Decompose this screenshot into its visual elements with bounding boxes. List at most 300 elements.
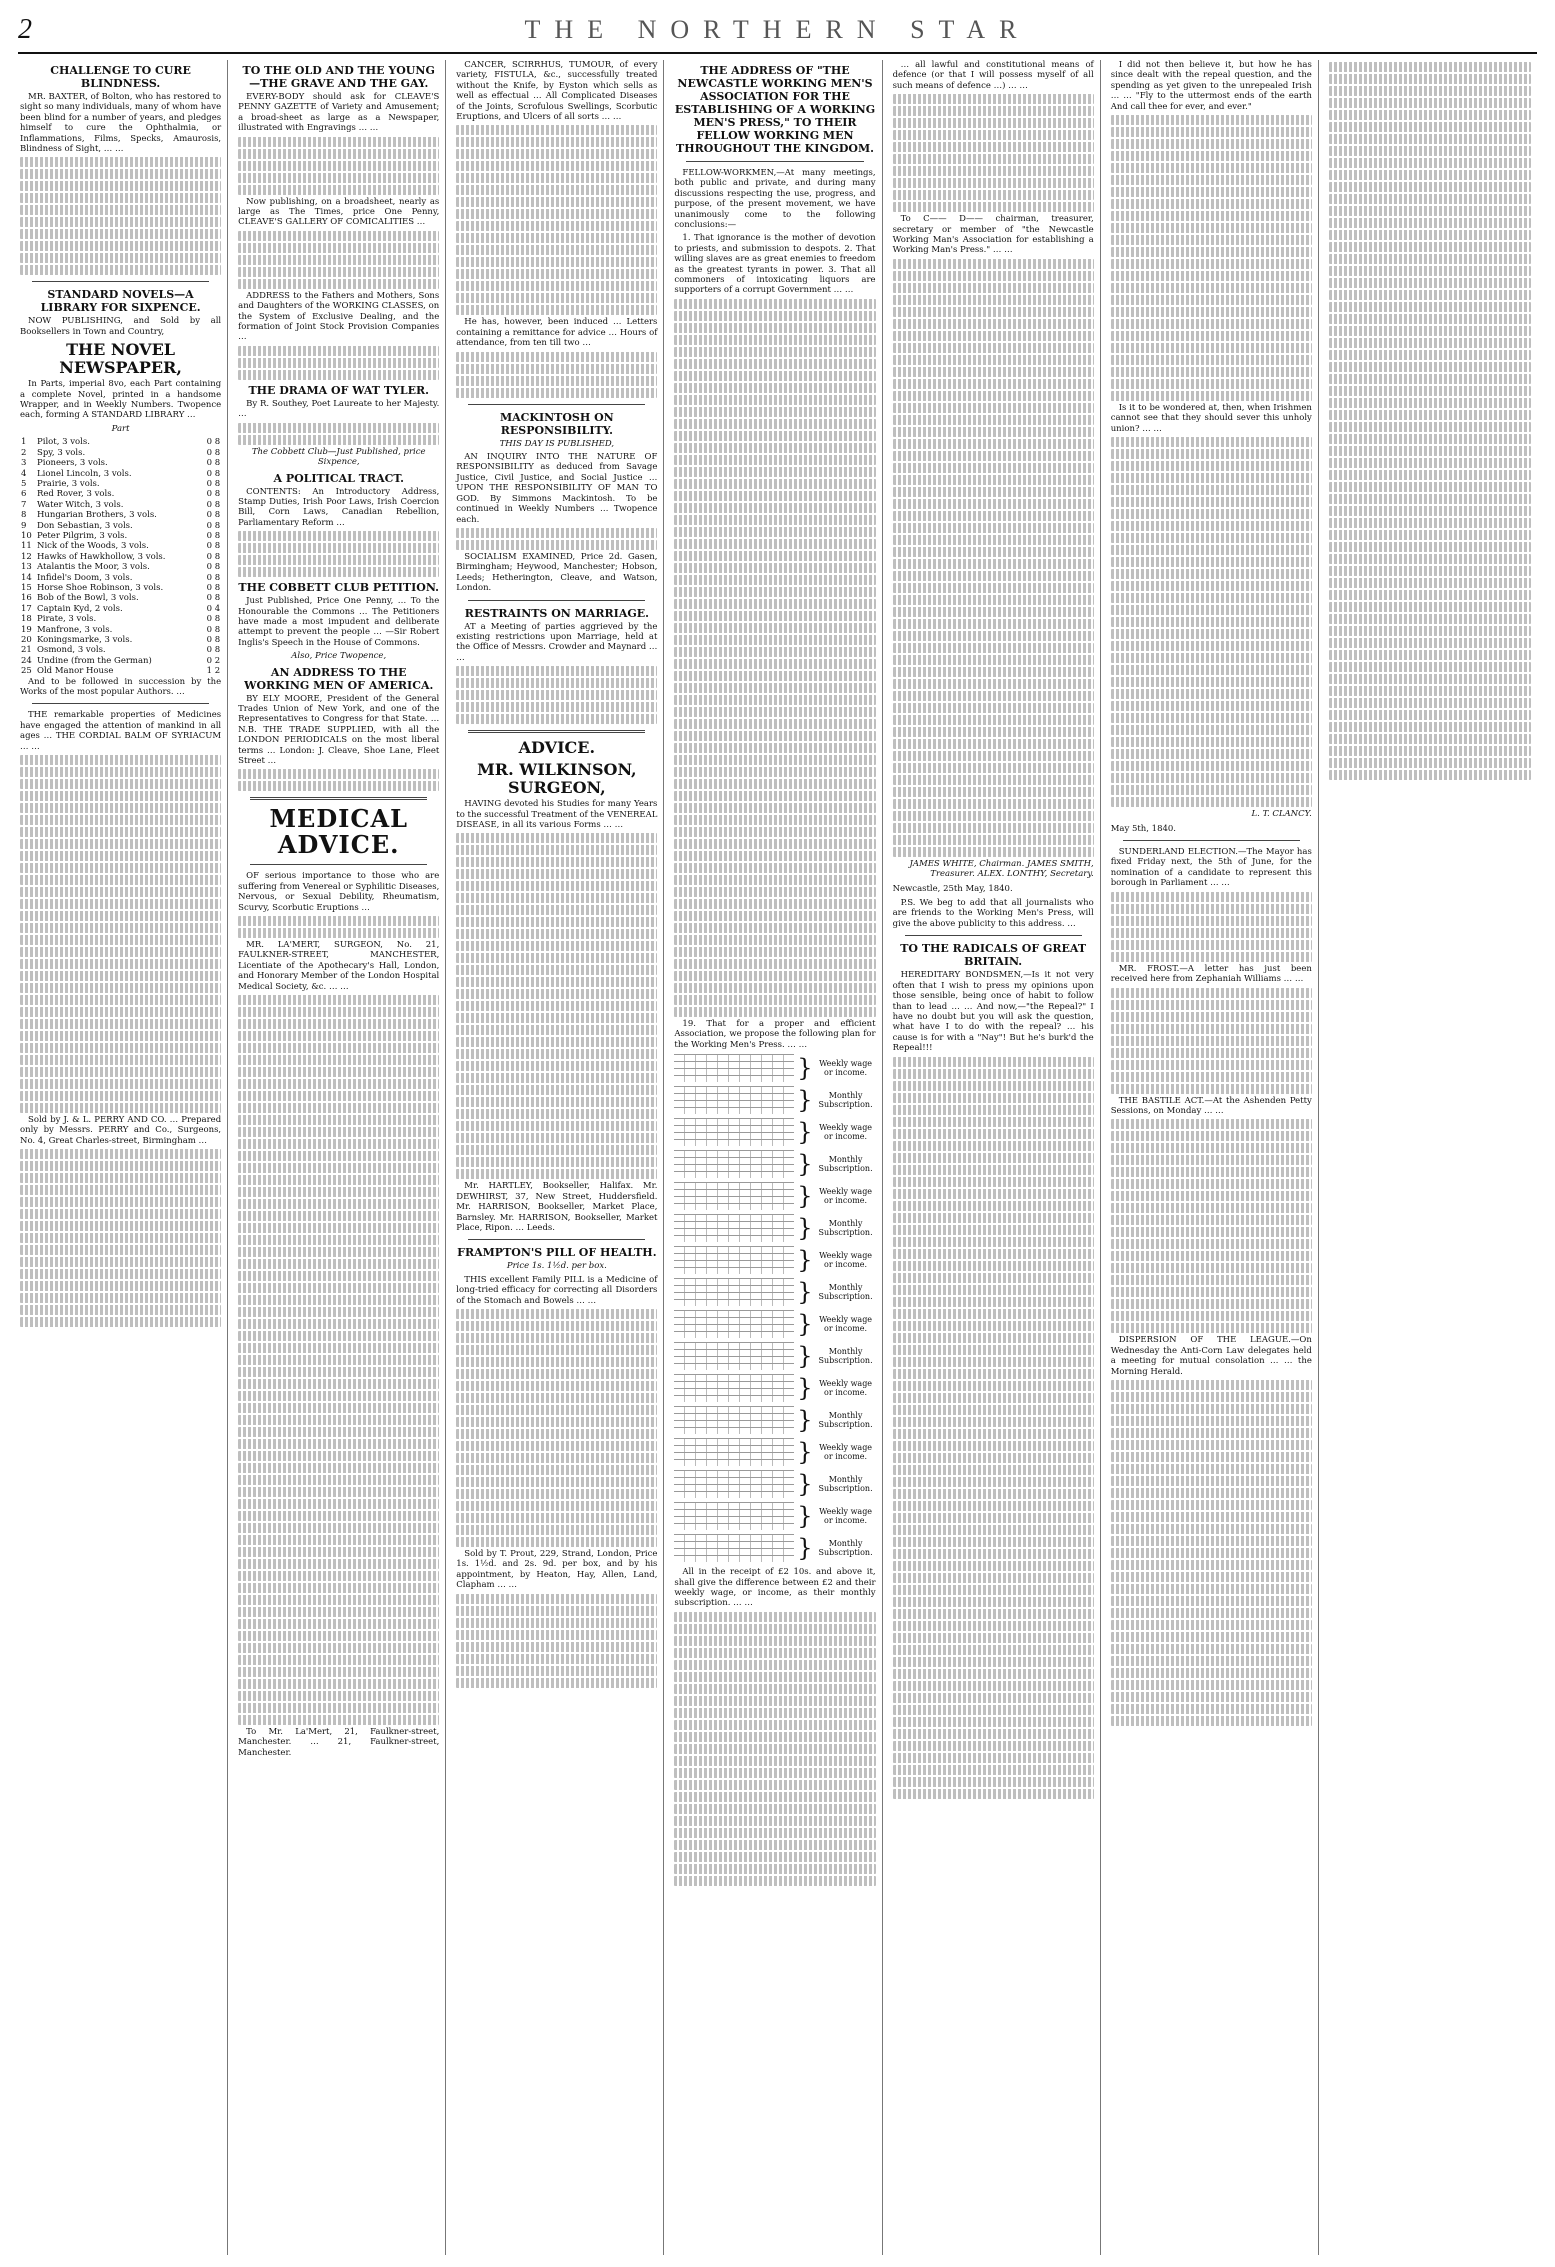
novel-title: Don Sebastian, 3 vols.	[37, 520, 133, 531]
illegible-text	[1111, 521, 1312, 531]
article-cancer: CANCER, SCIRRHUS, TUMOUR, of every variety, FISTULA, &c., successfully treated without the Knife, by Eyston which sells as well as effectual … All Complicated Diseases of the Joints, Scrofulous Swellings, Scorbutic Eruptions, and Ulcers of all sorts … …	[456, 60, 658, 123]
illegible-text	[1111, 557, 1312, 567]
illegible-text	[1111, 641, 1312, 651]
ledger-row	[674, 1245, 875, 1275]
illegible-text	[1111, 1060, 1312, 1070]
illegible-text	[1329, 62, 1531, 72]
illegible-text	[456, 1417, 657, 1427]
illegible-text	[674, 911, 875, 921]
illegible-text	[238, 1679, 439, 1689]
brace: }	[797, 1437, 813, 1466]
illegible-text	[1329, 194, 1531, 204]
illegible-text	[893, 1273, 1094, 1283]
divider	[468, 600, 645, 601]
illegible-text	[238, 916, 439, 926]
subscription-ledger	[674, 1053, 875, 1563]
illegible-text	[674, 587, 875, 597]
illegible-text	[674, 383, 875, 393]
illegible-text	[1111, 1012, 1312, 1022]
illegible-text	[238, 1631, 439, 1641]
illegible-text	[893, 1309, 1094, 1319]
ledger-entries	[674, 1438, 794, 1466]
divider	[250, 864, 427, 865]
illegible-text	[1111, 737, 1312, 747]
illegible-text	[456, 257, 657, 267]
illegible-text	[456, 388, 657, 398]
illegible-text	[674, 683, 875, 693]
novel-row	[20, 604, 221, 614]
illegible-text	[1329, 290, 1531, 300]
illegible-text	[456, 1381, 657, 1391]
illegible-text	[893, 319, 1094, 329]
illegible-text	[1329, 530, 1531, 540]
illegible-text	[456, 690, 657, 700]
illegible-text	[238, 358, 439, 368]
illegible-text	[1111, 928, 1312, 938]
illegible-text	[238, 543, 439, 553]
brace: }	[797, 1533, 813, 1562]
novel-row	[20, 666, 221, 676]
illegible-text	[1329, 254, 1531, 264]
illegible-text	[456, 666, 657, 676]
headline-wat-tyler: THE DRAMA OF WAT TYLER.	[248, 383, 429, 397]
divider	[1123, 840, 1300, 841]
illegible-text	[1329, 422, 1531, 432]
illegible-text	[1329, 746, 1531, 756]
illegible-text	[674, 443, 875, 453]
illegible-text	[893, 499, 1094, 509]
illegible-text	[893, 1369, 1094, 1379]
illegible-text	[1111, 1584, 1312, 1594]
illegible-text	[456, 893, 657, 903]
illegible-text	[456, 209, 657, 219]
illegible-text	[238, 1607, 439, 1617]
illegible-text	[1111, 1119, 1312, 1129]
illegible-text	[893, 595, 1094, 605]
novel-row	[20, 510, 221, 520]
illegible-text	[20, 1055, 221, 1065]
illegible-text	[893, 1681, 1094, 1691]
illegible-text	[1329, 386, 1531, 396]
illegible-text	[893, 1201, 1094, 1211]
ledger-label-monthly: Monthly Subscription.	[818, 1411, 873, 1430]
illegible-text	[893, 1501, 1094, 1511]
illegible-text	[1111, 1048, 1312, 1058]
illegible-text	[1111, 1131, 1312, 1141]
illegible-text	[893, 763, 1094, 773]
illegible-text	[20, 971, 221, 981]
illegible-text	[238, 1151, 439, 1161]
illegible-text	[456, 281, 657, 291]
novel-row	[20, 656, 221, 666]
novels-table	[20, 437, 221, 676]
illegible-text	[893, 1105, 1094, 1115]
illegible-text	[893, 283, 1094, 293]
ledger-label-monthly: Monthly Subscription.	[818, 1347, 873, 1366]
ledger-row	[674, 1053, 875, 1083]
novel-price: 0 8	[206, 437, 221, 448]
illegible-text	[1111, 1191, 1312, 1201]
illegible-text	[238, 1475, 439, 1485]
illegible-text	[674, 359, 875, 369]
illegible-text	[20, 1091, 221, 1101]
article-mackintosh: AN INQUIRY INTO THE NATURE OF RESPONSIBILITY as deduced from Savage Justice, Civil Justice, and Social Justice … UPON THE RESPONSIBILITY OF MAN TO GOD. By Simmons Mackintosh. To be continued in Weekly Numbers … Twopence each.	[456, 452, 658, 525]
illegible-text	[893, 142, 1094, 152]
ledger-row	[674, 1373, 875, 1403]
brace: }	[797, 1405, 813, 1434]
novel-row	[20, 489, 221, 499]
article-political-tract: CONTENTS: An Introductory Address, Stamp Duties, Irish Poor Laws, Irish Coercion Bill, Corn Laws, Canadian Rebellion, Parliamentary Reform …	[238, 486, 440, 528]
article-cobbett-petition: Just Published, Price One Penny, … To the Honourable the Commons … The Petitioners have made a most impudent and deliberate attempt to prevent the people … —Sir Robert Inglis's Speech in the House of Commons.	[238, 596, 440, 648]
illegible-text	[456, 1666, 657, 1676]
ledger-row	[674, 1117, 875, 1147]
illegible-text	[893, 715, 1094, 725]
illegible-text	[893, 751, 1094, 761]
headline-wilkinson: MR. WILKINSON, SURGEON,	[477, 760, 637, 798]
novel-price: 0 8	[206, 468, 221, 479]
article-defence: … all lawful and constitutional means of defence (or that I will possess myself of all such means of defence …) … …	[892, 60, 1094, 91]
ledger-entries	[674, 1214, 794, 1242]
ledger-row	[674, 1085, 875, 1115]
headline-newcastle-address: THE ADDRESS OF "THE NEWCASTLE WORKING MEN'S ASSOCIATION FOR THE ESTABLISHING OF A WORKING MEN'S PRESS," TO THEIR FELLOW WORKING MEN THROUGHOUT THE KINGDOM.	[674, 64, 876, 155]
illegible-text	[1329, 758, 1531, 768]
novel-row	[20, 541, 221, 551]
brace: }	[797, 1501, 813, 1530]
novel-row	[20, 448, 221, 458]
illegible-text	[1329, 446, 1531, 456]
illegible-text	[674, 1876, 875, 1886]
column-1	[18, 60, 228, 2255]
illegible-text	[674, 719, 875, 729]
illegible-text	[1111, 545, 1312, 555]
illegible-text	[674, 1744, 875, 1754]
illegible-text	[893, 391, 1094, 401]
illegible-text	[456, 1453, 657, 1463]
illegible-text	[456, 1145, 657, 1155]
illegible-text	[674, 803, 875, 813]
illegible-text	[1329, 698, 1531, 708]
ledger-label-weekly: Weekly wage or income.	[819, 1507, 873, 1526]
illegible-text	[456, 161, 657, 171]
illegible-text	[1111, 629, 1312, 639]
headline-cobbett-petition: THE COBBETT CLUB PETITION.	[238, 581, 440, 595]
illegible-text	[674, 299, 875, 309]
illegible-text	[1111, 437, 1312, 447]
illegible-text	[1329, 134, 1531, 144]
illegible-text	[20, 839, 221, 849]
article-wilkinson: HAVING devoted his Studies for many Years to the successful Treatment of the VENEREAL DISEASE, in all its various Forms … …	[456, 799, 658, 830]
illegible-text	[674, 599, 875, 609]
illegible-text	[238, 1415, 439, 1425]
illegible-text	[238, 1187, 439, 1197]
novel-title: Undine (from the German)	[37, 655, 152, 666]
illegible-text	[238, 1319, 439, 1329]
illegible-text	[674, 923, 875, 933]
brace: }	[797, 1309, 813, 1338]
article-working-men-america: BY ELY MOORE, President of the General Trades Union of New York, and one of the Representatives to Congress for that State. … N.B. THE TRADE SUPPLIED, with all the LONDON PERIODICALS on the most liberal terms … London: J. Cleave, Shoe Lane, Fleet Street …	[238, 693, 440, 766]
novel-price: 1 2	[206, 666, 221, 677]
illegible-text	[238, 346, 439, 356]
illegible-text	[893, 1741, 1094, 1751]
ledger-label-weekly: Weekly wage or income.	[819, 1123, 873, 1142]
illegible-text	[893, 166, 1094, 176]
illegible-text	[1111, 1452, 1312, 1462]
cancer-hours: He has, however, been induced … Letters containing a remittance for advice … Hours of attendance, from ten till two …	[456, 317, 658, 349]
illegible-text	[893, 343, 1094, 353]
illegible-text	[1329, 302, 1531, 312]
article-exclusive-dealing: ADDRESS to the Fathers and Mothers, Sons and Daughters of the WORKING CLASSES, on the System of Exclusive Dealing, and the formation of Joint Stock Provision Companies …	[238, 290, 440, 343]
illegible-text	[238, 928, 439, 938]
illegible-text	[20, 1079, 221, 1089]
novel-price: 0 8	[206, 551, 221, 562]
ledger-label-monthly: Monthly Subscription.	[818, 1219, 873, 1238]
illegible-text	[1111, 187, 1312, 197]
article-newcastle-intro: FELLOW-WORKMEN,—At many meetings, both public and private, and during many discussions respecting the use, progress, and purpose, of the present movement, we have unanimously come to the following conclusions:—	[674, 168, 876, 231]
illegible-text	[674, 1684, 875, 1694]
novel-price: 0 8	[206, 458, 221, 469]
novel-price: 0 8	[206, 593, 221, 604]
ledger-label-weekly: Weekly wage or income.	[819, 1251, 873, 1270]
illegible-text	[1111, 1632, 1312, 1642]
illegible-text	[1329, 662, 1531, 672]
novel-price: 0 8	[206, 478, 221, 489]
illegible-text	[893, 1345, 1094, 1355]
illegible-text	[20, 1161, 221, 1171]
ledger-entries	[674, 1534, 794, 1562]
novel-number: 3	[21, 458, 27, 469]
illegible-text	[456, 1357, 657, 1367]
illegible-text	[456, 1109, 657, 1119]
novel-title: Pirate, 3 vols.	[37, 614, 97, 625]
illegible-text	[1329, 554, 1531, 564]
novel-number: 7	[21, 499, 27, 510]
illegible-text	[893, 1645, 1094, 1655]
illegible-text	[1329, 206, 1531, 216]
illegible-text	[893, 202, 1094, 212]
illegible-text	[456, 1618, 657, 1628]
novel-number: 2	[21, 447, 27, 458]
article-frampton: THIS excellent Family PILL is a Medicine of long-tried efficacy for correcting all Disorders of the Stomach and Bowels … …	[456, 1274, 658, 1306]
illegible-text	[238, 1355, 439, 1365]
illegible-text	[1111, 295, 1312, 305]
illegible-text	[1111, 725, 1312, 735]
illegible-text	[674, 515, 875, 525]
illegible-text	[456, 1642, 657, 1652]
headline-political-tract: A POLITICAL TRACT.	[273, 471, 404, 485]
novel-price: 0 8	[206, 530, 221, 541]
divider	[250, 797, 427, 800]
illegible-text	[893, 1489, 1094, 1499]
illegible-text	[1329, 434, 1531, 444]
illegible-text	[1329, 722, 1531, 732]
novel-row	[20, 552, 221, 562]
illegible-text	[1111, 283, 1312, 293]
illegible-text	[1329, 518, 1531, 528]
illegible-text	[20, 1149, 221, 1159]
illegible-text	[674, 1828, 875, 1838]
illegible-text	[674, 623, 875, 633]
novel-number: 20	[21, 635, 32, 645]
illegible-text	[1329, 614, 1531, 624]
illegible-text	[893, 1261, 1094, 1271]
illegible-text	[893, 1597, 1094, 1607]
article-lamert: MR. LA'MERT, SURGEON, No. 21, FAULKNER-STREET, MANCHESTER, Licentiate of the Apothecary's Hall, London, and Honorary Member of the London Hospital Medical Society, &c. … …	[238, 940, 440, 992]
illegible-text	[1111, 1380, 1312, 1390]
illegible-text	[1111, 1251, 1312, 1261]
illegible-text	[456, 1001, 657, 1011]
illegible-text	[456, 1405, 657, 1415]
illegible-text	[456, 857, 657, 867]
illegible-text	[1111, 581, 1312, 591]
ledger-label-monthly: Monthly Subscription.	[818, 1539, 873, 1558]
novel-title: Red Rover, 3 vols.	[37, 489, 115, 500]
illegible-text	[893, 1549, 1094, 1559]
novel-number: 6	[21, 489, 27, 500]
novel-price: 0 4	[206, 603, 221, 614]
illegible-text	[893, 679, 1094, 689]
illegible-text	[20, 995, 221, 1005]
novel-row	[20, 635, 221, 645]
illegible-text	[238, 1463, 439, 1473]
illegible-text	[1329, 650, 1531, 660]
illegible-text	[1111, 1311, 1312, 1321]
brace: }	[797, 1373, 813, 1402]
illegible-text	[893, 1777, 1094, 1787]
illegible-text	[893, 1729, 1094, 1739]
illegible-text	[1111, 379, 1312, 389]
illegible-text	[1329, 350, 1531, 360]
illegible-text	[1111, 533, 1312, 543]
article-wat-tyler: By R. Southey, Poet Laureate to her Majesty. …	[238, 398, 440, 420]
brace: }	[797, 1181, 813, 1210]
illegible-text	[456, 989, 657, 999]
illegible-text	[456, 1393, 657, 1403]
ledger-entries	[674, 1278, 794, 1306]
illegible-text	[456, 941, 657, 951]
ledger-entries	[674, 1406, 794, 1434]
illegible-text	[1111, 1072, 1312, 1082]
illegible-text	[238, 149, 439, 159]
illegible-text	[20, 959, 221, 969]
novel-price: 0 2	[206, 655, 221, 666]
illegible-text	[893, 1513, 1094, 1523]
illegible-text	[1111, 163, 1312, 173]
ledger-row	[674, 1277, 875, 1307]
illegible-text	[1111, 1275, 1312, 1285]
illegible-text	[1111, 1299, 1312, 1309]
ledger-entries	[674, 1502, 794, 1530]
illegible-text	[893, 643, 1094, 653]
illegible-text	[238, 1175, 439, 1185]
illegible-text	[238, 1667, 439, 1677]
illegible-text	[20, 1197, 221, 1207]
headline-blindness: CHALLENGE TO CURE BLINDNESS.	[50, 64, 191, 90]
illegible-text	[674, 467, 875, 477]
illegible-text	[238, 1115, 439, 1125]
illegible-text	[1111, 940, 1312, 950]
illegible-text	[893, 307, 1094, 317]
illegible-text	[893, 667, 1094, 677]
illegible-text	[893, 487, 1094, 497]
illegible-text	[893, 811, 1094, 821]
illegible-text	[1329, 314, 1531, 324]
ledger-label-weekly: Weekly wage or income.	[819, 1443, 873, 1462]
illegible-text	[238, 1199, 439, 1209]
illegible-text	[1329, 626, 1531, 636]
illegible-text	[674, 419, 875, 429]
illegible-text	[20, 1067, 221, 1077]
novel-title: Nick of the Woods, 3 vols.	[37, 541, 149, 552]
illegible-text	[1111, 1203, 1312, 1213]
novel-row	[20, 500, 221, 510]
illegible-text	[674, 1672, 875, 1682]
illegible-text	[893, 1477, 1094, 1487]
clancy-signature: L. T. CLANCY.	[1251, 809, 1312, 820]
illegible-text	[893, 1225, 1094, 1235]
illegible-text	[674, 671, 875, 681]
illegible-text	[1111, 343, 1312, 353]
illegible-text	[893, 130, 1094, 140]
illegible-text	[238, 1331, 439, 1341]
illegible-text	[893, 787, 1094, 797]
novel-title: Lionel Lincoln, 3 vols.	[37, 468, 132, 479]
novel-price: 0 8	[206, 499, 221, 510]
illegible-text	[893, 1429, 1094, 1439]
illegible-text	[20, 1031, 221, 1041]
illegible-text	[20, 265, 221, 275]
illegible-text	[1329, 122, 1531, 132]
illegible-text	[674, 335, 875, 345]
illegible-text	[1111, 1167, 1312, 1177]
novel-number: 8	[21, 510, 27, 521]
novel-title: Peter Pilgrim, 3 vols.	[37, 530, 128, 541]
illegible-text	[456, 173, 657, 183]
illegible-text	[1111, 892, 1312, 902]
illegible-text	[238, 1031, 439, 1041]
illegible-text	[674, 755, 875, 765]
novel-title: Bob of the Bowl, 3 vols.	[37, 593, 139, 604]
illegible-text	[1329, 338, 1531, 348]
illegible-text	[1111, 175, 1312, 185]
illegible-text	[1111, 1084, 1312, 1094]
ledger-entries	[674, 1086, 794, 1114]
novel-title: Hungarian Brothers, 3 vols.	[37, 510, 157, 521]
illegible-text	[238, 1007, 439, 1017]
illegible-text	[20, 1293, 221, 1303]
illegible-text	[1111, 1428, 1312, 1438]
illegible-text	[20, 851, 221, 861]
illegible-text	[20, 1173, 221, 1183]
illegible-text	[456, 929, 657, 939]
syriacum-agents: Sold by J. & L. PERRY AND CO. … Prepared only by Messrs. PERRY and Co., Surgeons, No. 4, Great Charles-street, Birmingham …	[20, 1115, 222, 1146]
wilkinson-agents: Mr. HARTLEY, Bookseller, Halifax. Mr. DEWHIRST, 37, New Street, Huddersfield. Mr. HARRISON, Bookseller, Market Place, Barnsley. Mr. HARRISON, Bookseller, Market Place, Ripon. … Leeds.	[456, 1181, 658, 1233]
illegible-text	[1111, 1000, 1312, 1010]
illegible-text	[456, 125, 657, 135]
illegible-text	[20, 1043, 221, 1053]
illegible-text	[893, 178, 1094, 188]
illegible-text	[893, 1153, 1094, 1163]
illegible-text	[456, 1537, 657, 1547]
illegible-text	[1111, 1440, 1312, 1450]
headline-radicals: TO THE RADICALS OF GREAT BRITAIN.	[900, 942, 1087, 969]
novels-list-header: Part	[111, 423, 130, 434]
illegible-text	[893, 631, 1094, 641]
illegible-text	[1329, 482, 1531, 492]
headline-mackintosh: MACKINTOSH ON RESPONSIBILITY.	[499, 410, 614, 437]
illegible-text	[456, 965, 657, 975]
illegible-text	[1111, 605, 1312, 615]
illegible-text	[1111, 1416, 1312, 1426]
